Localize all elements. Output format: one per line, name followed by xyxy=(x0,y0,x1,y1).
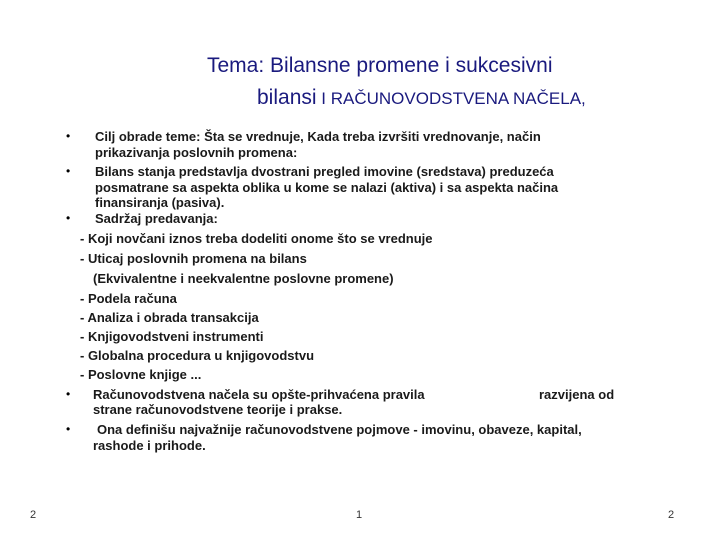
content-line: (Ekvivalentne i neekvalentne poslovne promene) xyxy=(93,271,394,286)
bullet-icon: • xyxy=(66,164,71,178)
content-line: prikazivanja poslovnih promena: xyxy=(95,145,298,160)
content-line: finansiranja (pasiva). xyxy=(95,195,225,210)
footer-right-number: 2 xyxy=(668,509,675,521)
content-line: Bilans stanja predstavlja dvostrani pregled imovine (sredstava) preduzeća xyxy=(95,164,554,179)
bullet-icon: • xyxy=(66,129,71,143)
content-line: Ona definišu najvažnije računovodstvene pojmove - imovinu, obaveze, kapital, xyxy=(97,422,582,437)
content-line: - Poslovne knjige ... xyxy=(80,367,202,382)
content-line: - Analiza i obrada transakcija xyxy=(80,310,259,325)
content-line: Računovodstvena načela su opšte-prihvaćena pravila xyxy=(93,387,425,402)
content-line: - Knjigovodstveni instrumenti xyxy=(80,329,264,344)
content-line: strane računovodstvene teorije i prakse. xyxy=(93,402,343,417)
footer-left-number: 2 xyxy=(30,509,37,521)
content-line: - Podela računa xyxy=(80,291,177,306)
content-line: - Globalna procedura u knjigovodstvu xyxy=(80,348,315,363)
bullet-icon: • xyxy=(66,387,71,401)
content-line: Sadržaj predavanja: xyxy=(95,211,218,226)
title-subtitle: I RAČUNOVODSTVENA NAČELA, xyxy=(316,89,586,108)
bullet-icon: • xyxy=(66,211,71,225)
slide-title-line-2 xyxy=(257,86,586,110)
content-line: - Koji novčani iznos treba dodeliti onome što se vrednuje xyxy=(80,231,433,246)
footer-center-number: 1 xyxy=(356,509,363,521)
slide-title-line-1: Tema: Bilansne promene i sukcesivni xyxy=(207,54,553,77)
content-line: - Uticaj poslovnih promena na bilans xyxy=(80,251,307,266)
content-line: posmatrane sa aspekta oblika u kome se nalazi (aktiva) i sa aspekta načina xyxy=(95,180,559,195)
content-line: rashode i prihode. xyxy=(93,438,206,453)
title-main-word: bilansi xyxy=(257,86,317,109)
content-line-right-fragment: razvijena od xyxy=(539,387,615,402)
content-line: Cilj obrade teme: Šta se vrednuje, Kada treba izvršiti vrednovanje, način xyxy=(95,129,541,144)
bullet-icon: • xyxy=(66,422,71,436)
